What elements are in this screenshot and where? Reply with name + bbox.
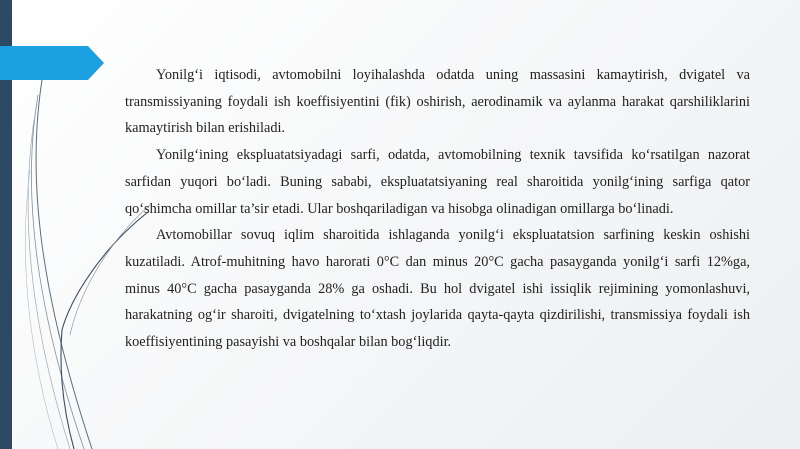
paragraph-2: Yonilg‘ining ekspluatatsiyadagi sarfi, odatda, avtomobilning texnik tavsifida ko‘rsatilgan nazorat sarfidan yuqori bo‘ladi. Buning sababi, ekspluatatsiyaning real sharoitida yonilg‘ining sarfiga qator qo‘shimcha omillar ta’sir etadi. Ular boshqariladigan va hisobga olinadigan omillarga bo‘linadi. (125, 147, 750, 217)
paragraph-1: Yonilg‘i iqtisodi, avtomobilni loyihalashda odatda uning massasini kamaytirish, dvigatel va transmissiyaning foydali ish koeffisiyentini (fik) oshirish, aerodinamik va aylanma harakat qarshiliklarini kamaytirish bilan erishiladi. (125, 67, 750, 137)
body-text (125, 62, 750, 356)
paragraph-3: Avtomobillar sovuq iqlim sharoitida ishlaganda yonilg‘i ekspluatatsion sarfining keskin oshishi kuzatiladi. Atrof-muhitning havo harorati 0°C dan minus 20°C gacha pasayganda yonilg‘i sarfi 12%ga, minus 40°C gacha pasayganda 28% ga oshadi. Bu hol dvigatel ishi issiqlik rejimining yomonlashuvi, harakatning og‘ir sharoiti, dvigatelning to‘xtash joylarida qayta-qayta qizdirilishi, transmissiya foydali ish koeffisiyentining pasayishi va boshqalar bilan bog‘liqdir. (125, 227, 750, 351)
